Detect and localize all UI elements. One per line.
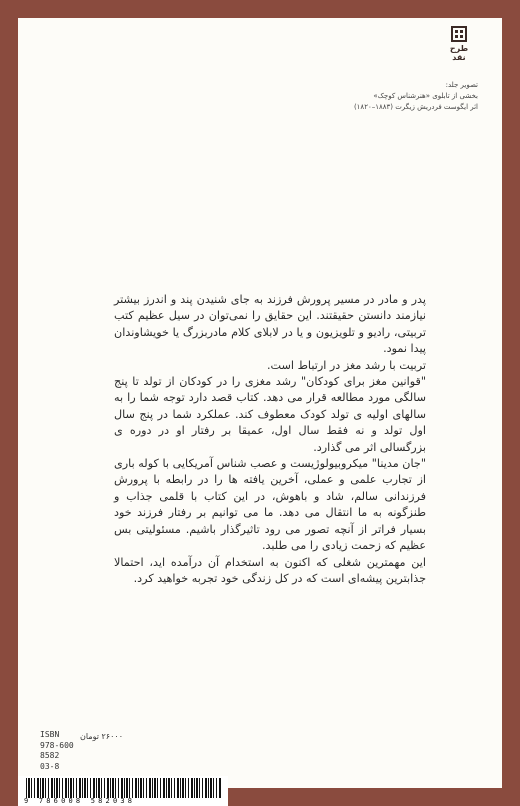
blurb-paragraph: تربیت با رشد مغز در ارتباط است. bbox=[267, 358, 426, 372]
isbn-line: 978-600 bbox=[40, 740, 74, 750]
barcode bbox=[18, 776, 228, 806]
cover-credit-line: اثر ایگوست فردریش زیگرت (۱۸۸۳–۱۸۲۰) bbox=[353, 103, 478, 111]
barcode-bars-icon bbox=[26, 778, 222, 798]
blurb-paragraph: این مهمترین شغلی که اکنون به استخدام آن درآمده اید، احتمالا جذابترین پیشه‌ای است که در کل زندگی خود تجربه خواهید کرد. bbox=[114, 555, 426, 585]
cover-panel bbox=[18, 18, 502, 805]
publisher-logo-icon bbox=[451, 26, 467, 42]
cover-credit-line: بخشی از تابلوی «هنرشناس کوچک» bbox=[373, 92, 478, 100]
publisher-logo-text: طرح نقد bbox=[449, 44, 469, 62]
blurb-paragraph: "قوانین مغز برای کودکان" رشد مغزی را در کودکان از تولد تا پنج سالگی مورد مطالعه قرار می دهد. کتاب قصد دارد توجه شما را به سالهای اولیه ی تولد کودک معطوف کند. عملکرد شما در پنج سال اول تولد و نه فقط سال اول، عمیقا بر رفتار او در دوره ی بزرگسالی اثر می گذارد. bbox=[114, 375, 426, 454]
blurb-paragraph: پدر و مادر در مسیر پرورش فرزند به جای شنیدن پند و اندرز بیشتر نیازمند دانستن حقیقتند. این حقایق را نمی‌توان در سیل عظیم کتب تربیتی، رادیو و تلویزیون و یا در لابلای کلام مادربزرگ یا خویشاوندان پیدا نمود. bbox=[114, 293, 426, 356]
cover-credit bbox=[278, 80, 478, 113]
barcode-digits: 9 786008 582038 bbox=[24, 797, 136, 805]
isbn-line: ISBN bbox=[40, 730, 60, 739]
isbn-line: 03-8 bbox=[40, 761, 60, 771]
isbn-line: 8582 bbox=[40, 751, 60, 760]
isbn-block bbox=[40, 730, 74, 772]
blurb-text bbox=[114, 292, 426, 587]
publisher-logo bbox=[442, 26, 476, 72]
price-label: ۲۶۰۰۰ تومان bbox=[80, 732, 123, 741]
blurb-paragraph: "جان مدینا" میکروبیولوژیست و عصب شناس آمریکایی با کوله باری از تجارب علمی و عملی، آخرین یافته ها را در رابطه با پرورش فرزندانی سالم، شاد و باهوش، در این کتاب با قلمی جذاب و طنزگونه به ما انتقال می دهد. ما می توانیم بر رفتار فرزند خود بسیار فراتر از آنچه تصور می رود تاثیرگذار باشیم. مسئولیتی بس عظیم که زحمت زیادی را می طلبد. bbox=[114, 457, 426, 553]
cover-credit-line: تصویر جلد: bbox=[445, 81, 478, 89]
